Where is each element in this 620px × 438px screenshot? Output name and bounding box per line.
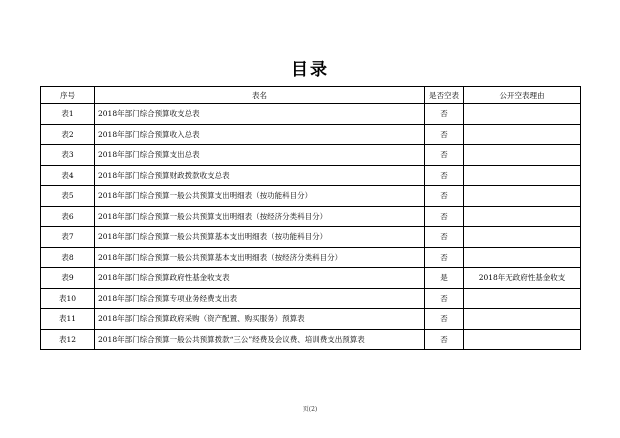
row-number: 表7 (41, 227, 95, 248)
row-empty-reason (464, 145, 581, 166)
row-table-name: 2018年部门综合预算收支总表 (95, 104, 425, 125)
row-is-empty: 否 (425, 288, 464, 309)
row-empty-reason (464, 247, 581, 268)
table-row (41, 145, 581, 166)
row-number: 表8 (41, 247, 95, 268)
row-table-name: 2018年部门综合预算一般公共预算拨款“三公”经费及会议费、培训费支出预算表 (95, 329, 425, 350)
row-empty-reason (464, 309, 581, 330)
row-is-empty: 否 (425, 104, 464, 125)
row-number: 表11 (41, 309, 95, 330)
row-number: 表4 (41, 165, 95, 186)
row-number: 表5 (41, 186, 95, 207)
row-is-empty: 否 (425, 206, 464, 227)
row-table-name: 2018年部门综合预算支出总表 (95, 145, 425, 166)
row-number: 表3 (41, 145, 95, 166)
row-empty-reason (464, 165, 581, 186)
row-number: 表2 (41, 124, 95, 145)
row-is-empty: 否 (425, 165, 464, 186)
row-is-empty: 否 (425, 145, 464, 166)
page-number: 页(2) (302, 406, 318, 413)
table-row (41, 104, 581, 125)
row-number: 表9 (41, 268, 95, 289)
row-empty-reason (464, 288, 581, 309)
table-row (41, 329, 581, 350)
row-number: 表1 (41, 104, 95, 125)
table-row (41, 206, 581, 227)
row-table-name: 2018年部门综合预算财政拨款收支总表 (95, 165, 425, 186)
table-row (41, 268, 581, 289)
table-row (41, 165, 581, 186)
row-empty-reason (464, 124, 581, 145)
row-table-name: 2018年部门综合预算政府性基金收支表 (95, 268, 425, 289)
table-row (41, 124, 581, 145)
row-number: 表12 (41, 329, 95, 350)
table-row (41, 309, 581, 330)
table-row (41, 186, 581, 207)
row-empty-reason (464, 227, 581, 248)
row-table-name: 2018年部门综合预算一般公共预算基本支出明细表（按经济分类科目分） (95, 247, 425, 268)
row-empty-reason (464, 329, 581, 350)
header-reason: 公开空表理由 (464, 87, 581, 104)
page-title: 目录 (291, 60, 329, 80)
table-row (41, 247, 581, 268)
row-is-empty: 否 (425, 186, 464, 207)
row-table-name: 2018年部门综合预算一般公共预算支出明细表（按功能科目分） (95, 186, 425, 207)
table-row (41, 288, 581, 309)
row-is-empty: 否 (425, 247, 464, 268)
row-is-empty: 否 (425, 309, 464, 330)
row-empty-reason (464, 206, 581, 227)
header-empty: 是否空表 (425, 87, 464, 104)
row-is-empty: 是 (425, 268, 464, 289)
row-is-empty: 否 (425, 124, 464, 145)
header-no: 序号 (41, 87, 95, 104)
row-table-name: 2018年部门综合预算一般公共预算基本支出明细表（按功能科目分） (95, 227, 425, 248)
row-empty-reason: 2018年无政府性基金收支 (464, 268, 581, 289)
row-table-name: 2018年部门综合预算收入总表 (95, 124, 425, 145)
row-number: 表10 (41, 288, 95, 309)
row-empty-reason (464, 186, 581, 207)
header-name: 表名 (95, 87, 425, 104)
row-number: 表6 (41, 206, 95, 227)
row-table-name: 2018年部门综合预算一般公共预算支出明细表（按经济分类科目分） (95, 206, 425, 227)
row-is-empty: 否 (425, 329, 464, 350)
row-table-name: 2018年部门综合预算专项业务经费支出表 (95, 288, 425, 309)
table-header-row (41, 87, 581, 104)
row-empty-reason (464, 104, 581, 125)
row-is-empty: 否 (425, 227, 464, 248)
table-row (41, 227, 581, 248)
directory-table (40, 86, 581, 350)
row-table-name: 2018年部门综合预算政府采购（资产配置、购买服务）预算表 (95, 309, 425, 330)
